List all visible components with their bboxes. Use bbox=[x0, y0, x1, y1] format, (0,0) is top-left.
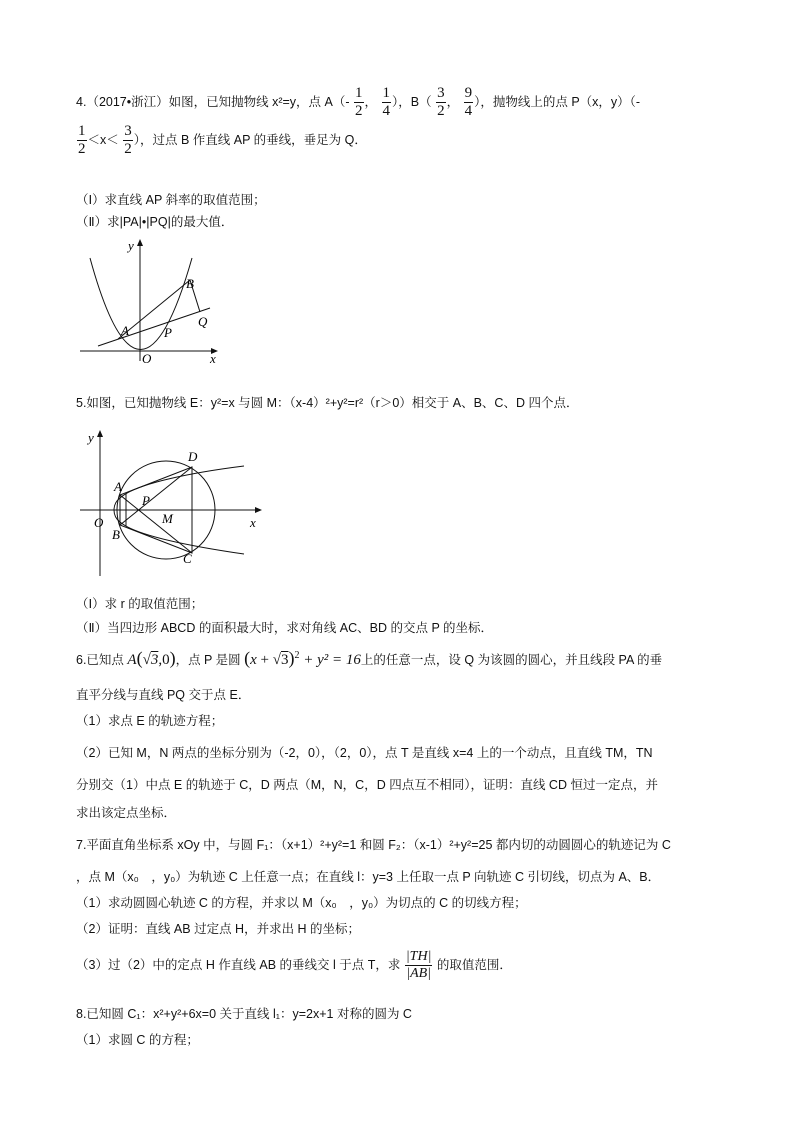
q6-point-a: A(√3,0) bbox=[127, 648, 176, 668]
q5-figure bbox=[76, 428, 276, 578]
q4-label-q: Q bbox=[198, 314, 208, 329]
q6-part1: （1）求点 E 的轨迹方程； bbox=[76, 714, 224, 728]
q4-frac-ax: $\frac{1}{2}$ bbox=[355, 85, 363, 119]
q4-frac-hi: $\frac{3}{2}$ bbox=[124, 123, 132, 157]
q4-source: （2017•浙江） bbox=[86, 94, 169, 109]
q8-line1: 8.已知圆 C₁：x²+y²+6x=0 关于直线 l₁：y=2x+1 对称的圆为 C bbox=[76, 1007, 412, 1021]
q5-label-a: A bbox=[114, 479, 122, 494]
q5-label-c: C bbox=[183, 551, 192, 566]
q7-line1: 7.平面直角坐标系 xOy 中，与圆 F₁：（x+1）²+y²=1 和圆 F₂：（x-1）²+y²=25 都内切的动圆圆心的轨迹记为 C bbox=[76, 838, 671, 852]
q5-label-y: y bbox=[88, 430, 94, 445]
q5-x-arrow bbox=[255, 507, 262, 513]
q4-frac-ay: $\frac{1}{4}$ bbox=[382, 85, 391, 119]
q4-line2: $\frac{1}{2}$ ＜x＜ $\frac{3}{2}$ ），过点 B 作直线 AP 的垂线，垂足为 Q． bbox=[78, 123, 367, 157]
q5-label-p: P bbox=[142, 493, 150, 508]
q6-line2: 直平分线与直线 PQ 交于点 E． bbox=[76, 688, 251, 702]
q7-part3-text: （3）过（2）中的定点 H 作直线 AB 的垂线交 l 于点 T，求 bbox=[76, 957, 401, 972]
q4-label-b: B bbox=[186, 276, 194, 291]
q5-part1: （Ⅰ）求 r 的取值范围； bbox=[76, 597, 204, 611]
q4-label-a: A bbox=[121, 323, 129, 338]
q5-label-b: B bbox=[112, 527, 120, 542]
q4-frac-by: $\frac{9}{4}$ bbox=[464, 85, 473, 119]
q4-text: 如图，已知抛物线 x²=y，点 A（- bbox=[168, 94, 350, 109]
q4-line1: 4.（2017•浙江）如图，已知抛物线 x²=y，点 A（- $\frac{1}{2}$ ， $\frac{1}{4}$ ），B（ $\frac{3}{2}$ ， $\frac{9}{4}$ ），抛物线上的点 P（x，y）（- bbox=[76, 85, 641, 119]
q7-part2: （2）证明：直线 AB 过定点 H，并求出 H 的坐标； bbox=[76, 922, 361, 936]
q4-label-y: y bbox=[128, 238, 134, 253]
q4-parabola bbox=[90, 258, 192, 350]
q4-frac-bx: $\frac{3}{2}$ bbox=[437, 85, 445, 119]
q7-ratio: $\frac{|TH|}{|AB|}$ bbox=[405, 949, 432, 981]
q4-part2: （Ⅱ）求|PA|•|PQ|的最大值． bbox=[76, 215, 234, 229]
q7-part3-end: 的取值范围． bbox=[436, 957, 512, 972]
q5-label-d: D bbox=[188, 449, 198, 464]
q6-part2b: 分别交（1）中点 E 的轨迹于 C，D 两点（M，N，C，D 四点互不相同），证明：直线 CD 恒过一定点，并 bbox=[76, 778, 658, 792]
q8-part1: （1）求圆 C 的方程； bbox=[76, 1033, 199, 1047]
q5-label-x: x bbox=[250, 515, 256, 530]
q6-part2a: （2）已知 M，N 两点的坐标分别为（-2，0），（2，0），点 T 是直线 x=4 上的一个动点，且直线 TM，TN bbox=[76, 746, 653, 760]
q4-figure bbox=[76, 236, 226, 366]
q5-part2: （Ⅱ）当四边形 ABCD 的面积最大时，求对角线 AC、BD 的交点 P 的坐标． bbox=[76, 621, 494, 635]
q5-label-o: O bbox=[94, 515, 104, 530]
q4-label-o: O bbox=[142, 351, 152, 366]
q5-y-arrow bbox=[97, 430, 103, 437]
q6-circle-equation: $(x + √3)^2 + y^2 = 16$ bbox=[244, 648, 361, 668]
q4-label-x: x bbox=[210, 351, 216, 366]
q7-part1: （1）求动圆圆心轨迹 C 的方程，并求以 M（x₀ ，y₀）为切点的 C 的切线方程； bbox=[76, 896, 527, 910]
q4-number: 4. bbox=[76, 94, 87, 109]
q6-line1: 6.已知点 A(√3,0)，点 P 是圆 $(x + √3)^2 + y^2 = 16$上的任意一点，设 Q 为该圆的圆心，并且线段 PA 的垂 bbox=[76, 648, 663, 668]
q6-intro: 6.已知点 bbox=[76, 653, 124, 667]
q5-label-m: M bbox=[162, 511, 173, 526]
q6-part2c: 求出该定点坐标． bbox=[76, 806, 177, 820]
q4-label-p: P bbox=[164, 325, 172, 340]
q5-text: 5.如图，已知抛物线 E：y²=x 与圆 M：（x-4）²+y²=r²（r＞0）相交于 A、B、C、D 四个点． bbox=[76, 396, 579, 410]
q4-y-arrow bbox=[137, 239, 143, 246]
q7-part3 bbox=[76, 950, 512, 981]
q7-line2: ，点 M（x₀ ，y₀）为轨迹 C 上任意一点；在直线 l：y=3 上任取一点 P 向轨迹 C 引切线，切点为 A、B． bbox=[76, 870, 661, 884]
q4-frac-lo: $\frac{1}{2}$ bbox=[78, 123, 86, 157]
q4-part1: （Ⅰ）求直线 AP 斜率的取值范围； bbox=[76, 193, 266, 207]
